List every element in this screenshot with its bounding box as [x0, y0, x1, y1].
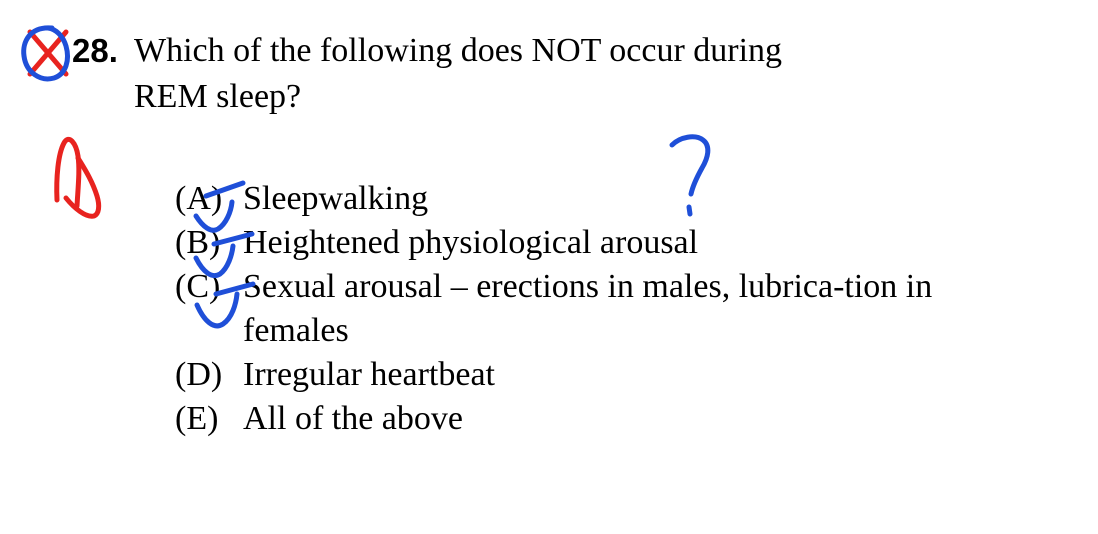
blue-circle-over-number-icon	[24, 28, 68, 79]
answer-choice-e[interactable]	[175, 397, 1075, 441]
choice-label-a: (A)	[175, 180, 223, 217]
answer-choice-b[interactable]	[175, 221, 1075, 265]
choice-label-d: (D)	[175, 356, 223, 393]
choice-text-b: Heightened physiological arousal	[243, 224, 699, 261]
red-x-over-number-icon	[30, 32, 66, 74]
choice-label-e: (E)	[175, 400, 219, 437]
question-text: Which of the following does NOT occur during REM sleep?	[134, 32, 783, 115]
red-letter-a-margin-icon	[57, 139, 99, 216]
choice-label-c: (C)	[175, 268, 221, 305]
choice-text-e: All of the above	[243, 400, 463, 437]
choice-text-a: Sleepwalking	[243, 180, 429, 217]
answer-choice-d[interactable]	[175, 353, 1075, 397]
choice-text-c: Sexual arousal – erections in males, lubrica-tion in females	[243, 268, 933, 349]
question-block	[72, 28, 1072, 120]
answer-choice-a[interactable]	[175, 177, 1075, 221]
choice-label-b: (B)	[175, 224, 221, 261]
question-number: 28.	[72, 32, 118, 69]
answer-choice-c[interactable]	[175, 265, 1075, 353]
answer-choice-list	[175, 177, 1075, 441]
choice-text-d: Irregular heartbeat	[243, 356, 495, 393]
